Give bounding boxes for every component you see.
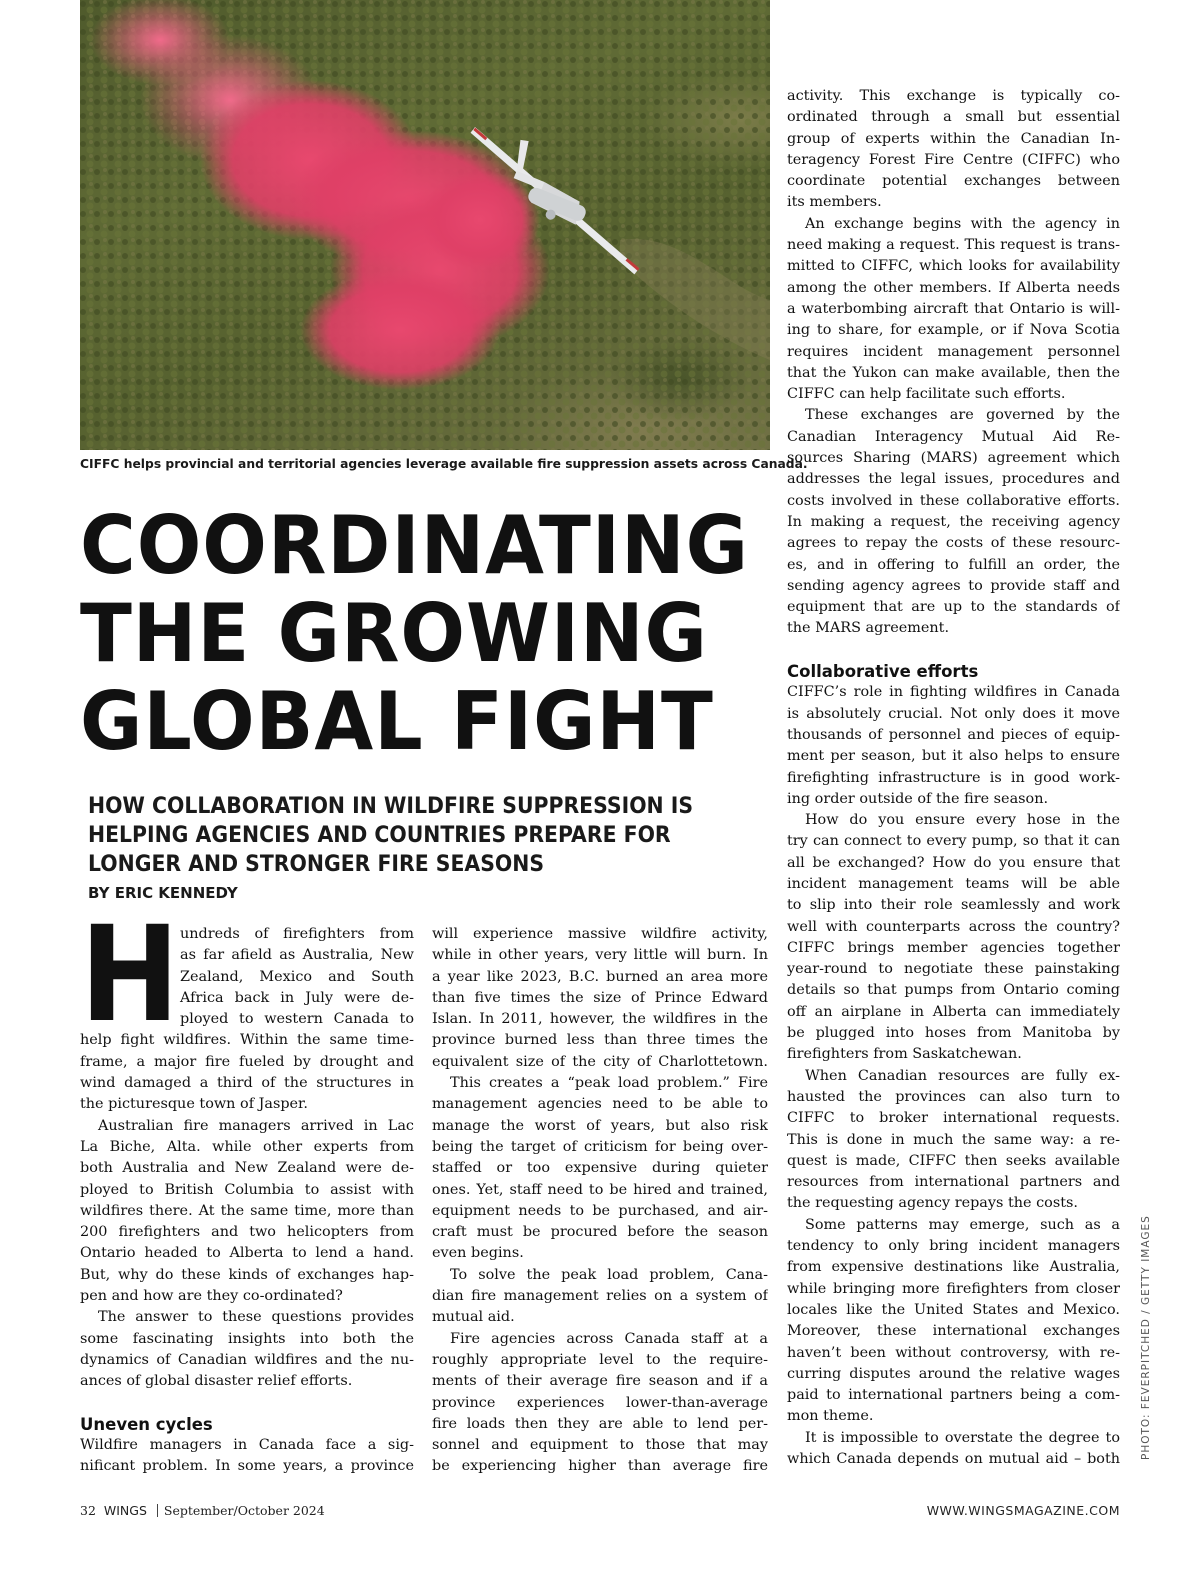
body-text-line: the requesting agency repays the costs. [787, 1195, 1078, 1212]
body-text-line: incident management teams will be able [787, 875, 1120, 892]
body-text-line: curring disputes around the relative wages [787, 1365, 1120, 1382]
body-text-line: teragency Forest Fire Centre (CIFFC) who [787, 151, 1120, 168]
body-text-line: requires incident management personnel [787, 343, 1120, 360]
body-text-line: fire loads then they are able to lend per- [432, 1415, 768, 1432]
body-text-line: mitted to CIFFC, which looks for availability [787, 258, 1120, 275]
body-text-line: being the target of criticism for being over- [432, 1138, 768, 1155]
body-text-line: To solve the peak load problem, Cana- [450, 1266, 768, 1283]
body-text-line: locales like the United States and Mexico. [787, 1301, 1120, 1318]
body-text-line: staffed or too expensive during quieter [432, 1160, 768, 1177]
body-text-line: tendency to only bring incident managers [787, 1238, 1120, 1255]
body-text-line: than five times the size of Prince Edward [432, 989, 768, 1006]
body-text-line: group of experts within the Canadian In- [787, 130, 1120, 147]
article-subheadline [88, 792, 723, 879]
body-text-line: all be exchanged? How do you ensure that [787, 854, 1120, 871]
body-text-line: CIFFC brings member agencies together [787, 939, 1120, 956]
body-text-line: year-round to negotiate these painstaking [787, 961, 1120, 978]
body-text-line: Fire agencies across Canada staff at a [450, 1330, 768, 1347]
body-text-line: CIFFC’s role in fighting wildfires in Canada [787, 684, 1120, 701]
body-text-line: mon theme. [787, 1408, 874, 1425]
body-text-line: is absolutely crucial. Not only does it move [787, 705, 1120, 722]
body-text-line: that the Yukon can make available, then the [787, 364, 1120, 381]
subheadline-line: HELPING AGENCIES AND COUNTRIES PREPARE FOR [88, 822, 671, 848]
drop-cap: H [80, 898, 180, 1052]
body-text-line: coordinate potential exchanges between [787, 173, 1120, 190]
body-text-line: the picturesque town of Jasper. [80, 1096, 308, 1113]
body-text-line: manage the worst of years, but also risk [432, 1117, 768, 1134]
body-text-line: try can connect to every pump, so that it can [787, 833, 1120, 850]
body-text-line: dynamics of Canadian wildfires and the nu- [80, 1351, 414, 1368]
body-text-line: Africa back in July were de- [180, 989, 414, 1006]
body-text-line: Zealand, Mexico and South [180, 968, 414, 985]
body-text-line: firefighters from Saskatchewan. [787, 1046, 1022, 1063]
body-text-line: ing order outside of the fire season. [787, 790, 1049, 807]
body-text-line: es, and in offering to fulfill an order, the [787, 556, 1120, 573]
body-text-line: In making a request, the receiving agency [787, 513, 1120, 530]
body-text-line: ployed to British Columbia to assist with [80, 1181, 414, 1198]
body-text-line: It is impossible to overstate the degree to [805, 1429, 1120, 1446]
paragraph-gap [787, 640, 1120, 661]
body-text-line: activity. This exchange is typically co- [787, 88, 1120, 104]
page-footer [80, 1503, 1120, 1523]
body-text-line: CIFFC can help facilitate such efforts. [787, 386, 1066, 403]
body-text-line: Wildfire managers in Canada face a sig- [80, 1437, 414, 1454]
body-text-line: ment per season, but it also helps to ensure [787, 748, 1120, 765]
body-text-line: while in other years, very little will burn. In [432, 947, 768, 964]
body-text-line: will experience massive wildfire activity, [432, 926, 768, 942]
body-text-line: sending agency agrees to provide staff and [787, 577, 1120, 594]
photo-caption: CIFFC helps provincial and territorial agencies leverage available fire suppression assets across Canada. [80, 457, 808, 471]
body-text-line: equivalent size of the city of Charlottetown. [432, 1053, 768, 1070]
headline-line: COORDINATING [80, 499, 749, 592]
body-text-line: But, why do these kinds of exchanges hap- [80, 1266, 414, 1283]
photo-illustration [80, 0, 770, 450]
issue-date: September/October 2024 [163, 1503, 325, 1518]
body-text-line: from expensive destinations like Australia, [787, 1259, 1120, 1276]
body-text-line: Moreover, these international exchanges [787, 1323, 1120, 1340]
footer-divider [157, 1504, 158, 1517]
body-text-line: wind damaged a third of the structures in [80, 1075, 414, 1092]
body-text-line: mutual aid. [432, 1309, 515, 1326]
body-text-line: equipment needs to be purchased, and air- [432, 1202, 768, 1219]
body-text-line: The answer to these questions provides [98, 1309, 414, 1326]
body-text-line: both Australia and New Zealand were de- [80, 1160, 414, 1177]
paragraph-gap [80, 1393, 414, 1414]
body-column-2 [432, 924, 768, 1478]
page-number: 32 [80, 1503, 96, 1518]
body-text-line: wildfires there. At the same time, more than [80, 1202, 414, 1219]
body-text-line: management agencies need to be able to [432, 1096, 768, 1113]
body-text-line: Ontario headed to Alberta to lend a hand. [80, 1245, 414, 1262]
body-text-line: addresses the legal issues, procedures and [787, 471, 1120, 488]
body-text-line: roughly appropriate level to the require- [432, 1351, 768, 1368]
body-text-line: Canadian Interagency Mutual Aid Re- [787, 428, 1120, 445]
body-text-line: resources from international partners and [787, 1174, 1120, 1191]
body-text-line: its members. [787, 194, 882, 211]
body-text-line: dian fire management relies on a system of [432, 1288, 768, 1305]
body-text-line: quest is made, CIFFC then seeks available [787, 1152, 1120, 1169]
body-text-line: nificant problem. In some years, a province [80, 1458, 414, 1475]
article-headline [80, 499, 749, 768]
body-text-line: undreds of firefighters from [180, 926, 414, 942]
body-text-line: This creates a “peak load problem.” Fire [450, 1075, 768, 1092]
headline-line: THE GROWING [80, 587, 708, 680]
body-text-line: province experiences lower-than-average [432, 1394, 768, 1411]
footer-folio [80, 1503, 325, 1518]
body-text-line: ployed to western Canada to [180, 1011, 414, 1028]
body-text-line: ments of their average fire season and if a [432, 1373, 768, 1390]
aircraft-retardant-drop-photo [80, 0, 770, 450]
body-text-line: An exchange begins with the agency in [805, 215, 1120, 232]
subheadline-line: HOW COLLABORATION IN WILDFIRE SUPPRESSION IS [88, 793, 694, 819]
body-text-line: This is done in much the same way: a re- [787, 1131, 1120, 1148]
body-text-line: equipment that are up to the standards of [787, 599, 1120, 616]
body-text-line: details so that pumps from Ontario coming [787, 982, 1120, 999]
magazine-name: WINGS [103, 1503, 147, 1518]
byline: BY ERIC KENNEDY [88, 884, 238, 902]
body-text-line: off an airplane in Alberta can immediately [787, 1003, 1120, 1020]
body-text-line: sources Sharing (MARS) agreement which [787, 450, 1120, 467]
body-text-line: How do you ensure every hose in the [805, 812, 1120, 829]
body-text-line: be plugged into hoses from Manitoba by [787, 1025, 1120, 1042]
subheadline-line: LONGER AND STRONGER FIRE SEASONS [88, 851, 545, 877]
body-text-line: province burned less than three times the [432, 1032, 768, 1049]
body-text-line: La Biche, Alta. while other experts from [80, 1138, 414, 1155]
body-text-line: When Canadian resources are fully ex- [805, 1067, 1120, 1084]
body-text-line: a waterbombing aircraft that Ontario is will- [787, 300, 1120, 317]
body-text-line: These exchanges are governed by the [805, 407, 1120, 424]
body-text-line: hausted the provinces can also turn to [787, 1088, 1120, 1105]
website-url: WWW.WINGSMAGAZINE.COM [926, 1503, 1120, 1518]
section-subhead: Uneven cycles [80, 1414, 213, 1434]
body-text-line: CIFFC to broker international requests. [787, 1110, 1120, 1127]
body-text-line: Australian fire managers arrived in Lac [98, 1117, 414, 1134]
body-text-line: the MARS agreement. [787, 620, 950, 637]
body-text-line: some fascinating insights into both the [80, 1330, 414, 1347]
section-subhead: Collaborative efforts [787, 662, 979, 682]
body-text-line: agrees to repay the costs of these resourc- [787, 535, 1120, 552]
body-text-line: ones. Yet, staff need to be hired and trained, [432, 1181, 768, 1198]
body-text-line: haven’t been without controversy, with re- [787, 1344, 1120, 1361]
body-text-line: thousands of personnel and pieces of equip- [787, 726, 1120, 743]
body-text-line: firefighting infrastructure is in good work- [787, 769, 1120, 786]
headline-line: GLOBAL FIGHT [80, 675, 714, 768]
body-text-line: Some patterns may emerge, such as a [805, 1216, 1120, 1233]
body-text-line: ordinated through a small but essential [787, 109, 1120, 126]
body-text-line: to slip into their role seamlessly and work [787, 897, 1120, 914]
body-text-line: need making a request. This request is trans- [787, 237, 1120, 254]
body-text-line: ances of global disaster relief efforts. [80, 1373, 353, 1390]
body-text-line: even begins. [432, 1245, 524, 1262]
body-text-line: sonnel and equipment to those that may [432, 1437, 768, 1454]
body-text-line: among the other members. If Alberta needs [787, 279, 1120, 296]
body-text-line: frame, a major fire fueled by drought and [80, 1053, 414, 1070]
body-text-line: while bringing more firefighters from closer [787, 1280, 1120, 1297]
body-text-line: a year like 2023, B.C. burned an area more [432, 968, 768, 985]
body-text-line: craft must be procured before the season [432, 1224, 768, 1241]
body-text-line: which Canada depends on mutual aid – both [787, 1451, 1120, 1467]
body-column-1 [80, 924, 414, 1478]
body-text-line: costs involved in these collaborative efforts. [787, 492, 1120, 509]
body-text-line: Islan. In 2011, however, the wildfires in the [432, 1011, 768, 1028]
body-text-line: be experiencing higher than average fire [432, 1458, 768, 1475]
body-text-line: well with counterparts across the country? [787, 918, 1120, 935]
body-text-line: pen and how are they co-ordinated? [80, 1288, 343, 1305]
body-text-line: 200 firefighters and two helicopters from [80, 1224, 414, 1241]
body-text-line: as far afield as Australia, New [180, 947, 414, 964]
body-text-line: paid to international partners being a com- [787, 1387, 1120, 1404]
photo-credit: PHOTO: FEVERPITCHED / GETTY IMAGES [1140, 1215, 1152, 1460]
body-text-line: help fight wildfires. Within the same time- [80, 1032, 414, 1049]
body-column-3 [787, 86, 1120, 1470]
body-text-line: ing to share, for example, or if Nova Scotia [787, 322, 1120, 339]
